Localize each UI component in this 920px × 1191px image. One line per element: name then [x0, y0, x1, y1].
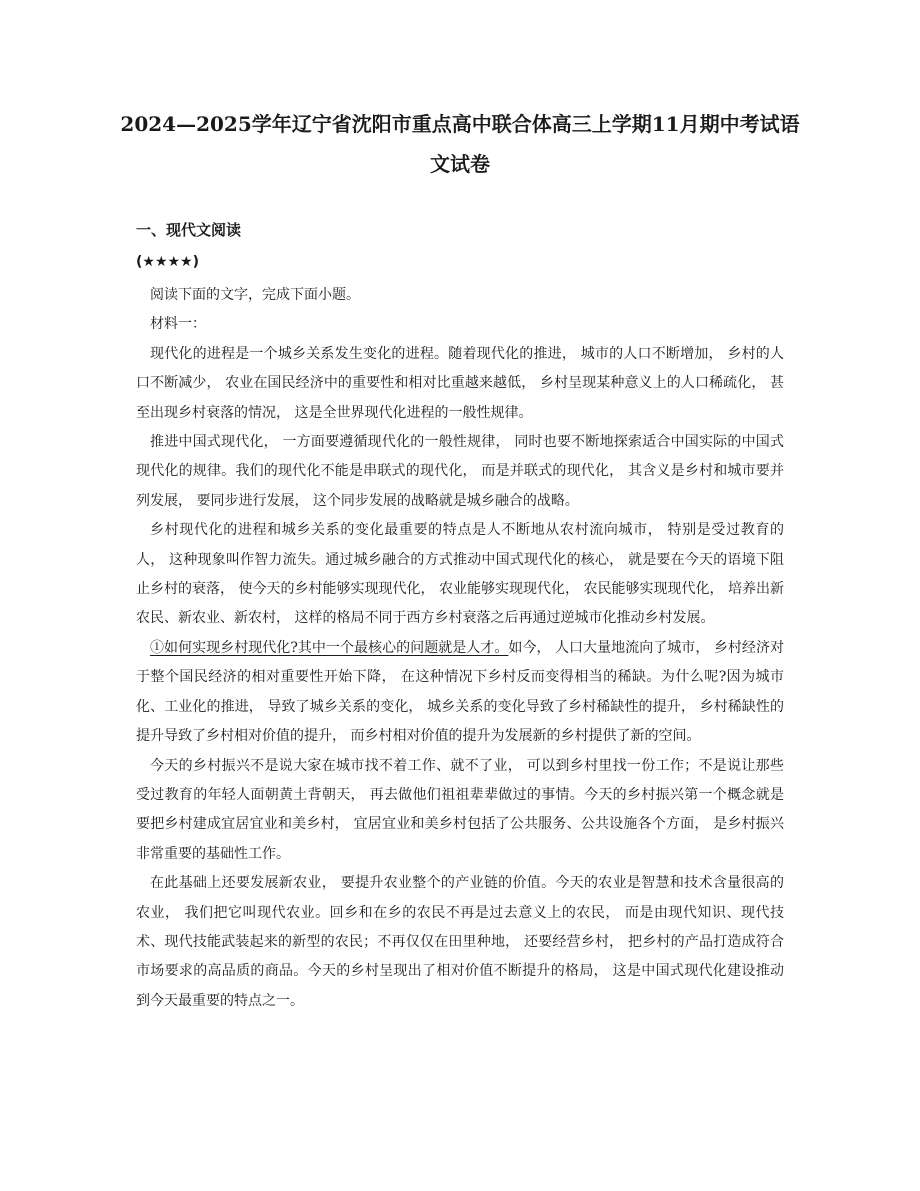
section-heading: 一、现代文阅读 — [136, 221, 242, 239]
reading-passage — [136, 281, 784, 1016]
underlined-sentence: ①如何实现乡村现代化?其中一个最核心的问题就是人才。 — [150, 639, 509, 656]
paragraph-5: 今天的乡村振兴不是说大家在城市找不着工作、就不了业， 可以到乡村里找一份工作；不是说让那些受过教育的年轻人面朝黄土背朝天， 再去做他们祖祖辈辈做过的事情。今天的乡村振兴第一个概念就是要把乡村建成宜居宜业和美乡村， 宜居宜业和美乡村包括了公共服务、公共设施各个方面， 是乡村振兴非常重要的基础性工作。 — [136, 757, 784, 862]
paragraph-4-rest: 如今， 人口大量地流向了城市， 乡村经济对于整个国民经济的相对重要性开始下降， 在这种情况下乡村反而变得相当的稀缺。为什么呢?因为城市化、工业化的推进， 导致了城乡关系的变化， 城乡关系的变化导致了乡村稀缺性的提升， 乡村稀缺性的提升导致了乡村相对价值的提升， 而乡村相对价值的提升为发展新的乡村提供了新的空间。 — [136, 639, 784, 745]
exam-title: 2024—2025学年辽宁省沈阳市重点高中联合体高三上学期11月期中考试语文试卷 — [120, 112, 800, 176]
paragraph-3: 乡村现代化的进程和城乡关系的变化最重要的特点是人不断地从农村流向城市， 特别是受过教育的人， 这种现象叫作智力流失。通过城乡融合的方式推动中国式现代化的核心， 就是要在今天的语境下阻止乡村的衰落， 使今天的乡村能够实现现代化， 农业能够实现现代化， 农民能够实现现代化， 培养出新农民、新农业、新农村， 这样的格局不同于西方乡村衰落之后再通过逆城市化推动乡村发展。 — [136, 522, 784, 627]
paragraph-6: 在此基础上还要发展新农业， 要提升农业整个的产业链的价值。今天的农业是智慧和技术含量很高的农业， 我们把它叫现代农业。回乡和在乡的农民不再是过去意义上的农民， 而是由现代知识、现代技术、现代技能武装起来的新型的农民；不再仅仅在田里种地， 还要经营乡村， 把乡村的产品打造成符合市场要求的高品质的商品。今天的乡村呈现出了相对价值不断提升的格局， 这是中国式现代化建设推动到今天最重要的特点之一。 — [136, 875, 784, 1009]
material-label: 材料一： — [150, 316, 206, 333]
paragraph-4 — [136, 634, 784, 752]
instruction-text: 阅读下面的文字，完成下面小题。 — [150, 287, 360, 303]
difficulty-rating: (★★★★) — [136, 254, 199, 270]
paragraph-2: 推进中国式现代化， 一方面要遵循现代化的一般性规律， 同时也要不断地探索适合中国实际的中国式现代化的规律。我们的现代化不能是串联式的现代化， 而是并联式的现代化， 其含义是乡村和城市要并列发展， 要同步进行发展， 这个同步发展的战略就是城乡融合的战略。 — [136, 434, 784, 509]
paragraph-1: 现代化的进程是一个城乡关系发生变化的进程。随着现代化的推进， 城市的人口不断增加， 乡村的人口不断减少， 农业在国民经济中的重要性和相对比重越来越低， 乡村呈现某种意义上的人口稀疏化， 甚至出现乡村衰落的情况， 这是全世界现代化进程的一般性规律。 — [136, 345, 784, 421]
